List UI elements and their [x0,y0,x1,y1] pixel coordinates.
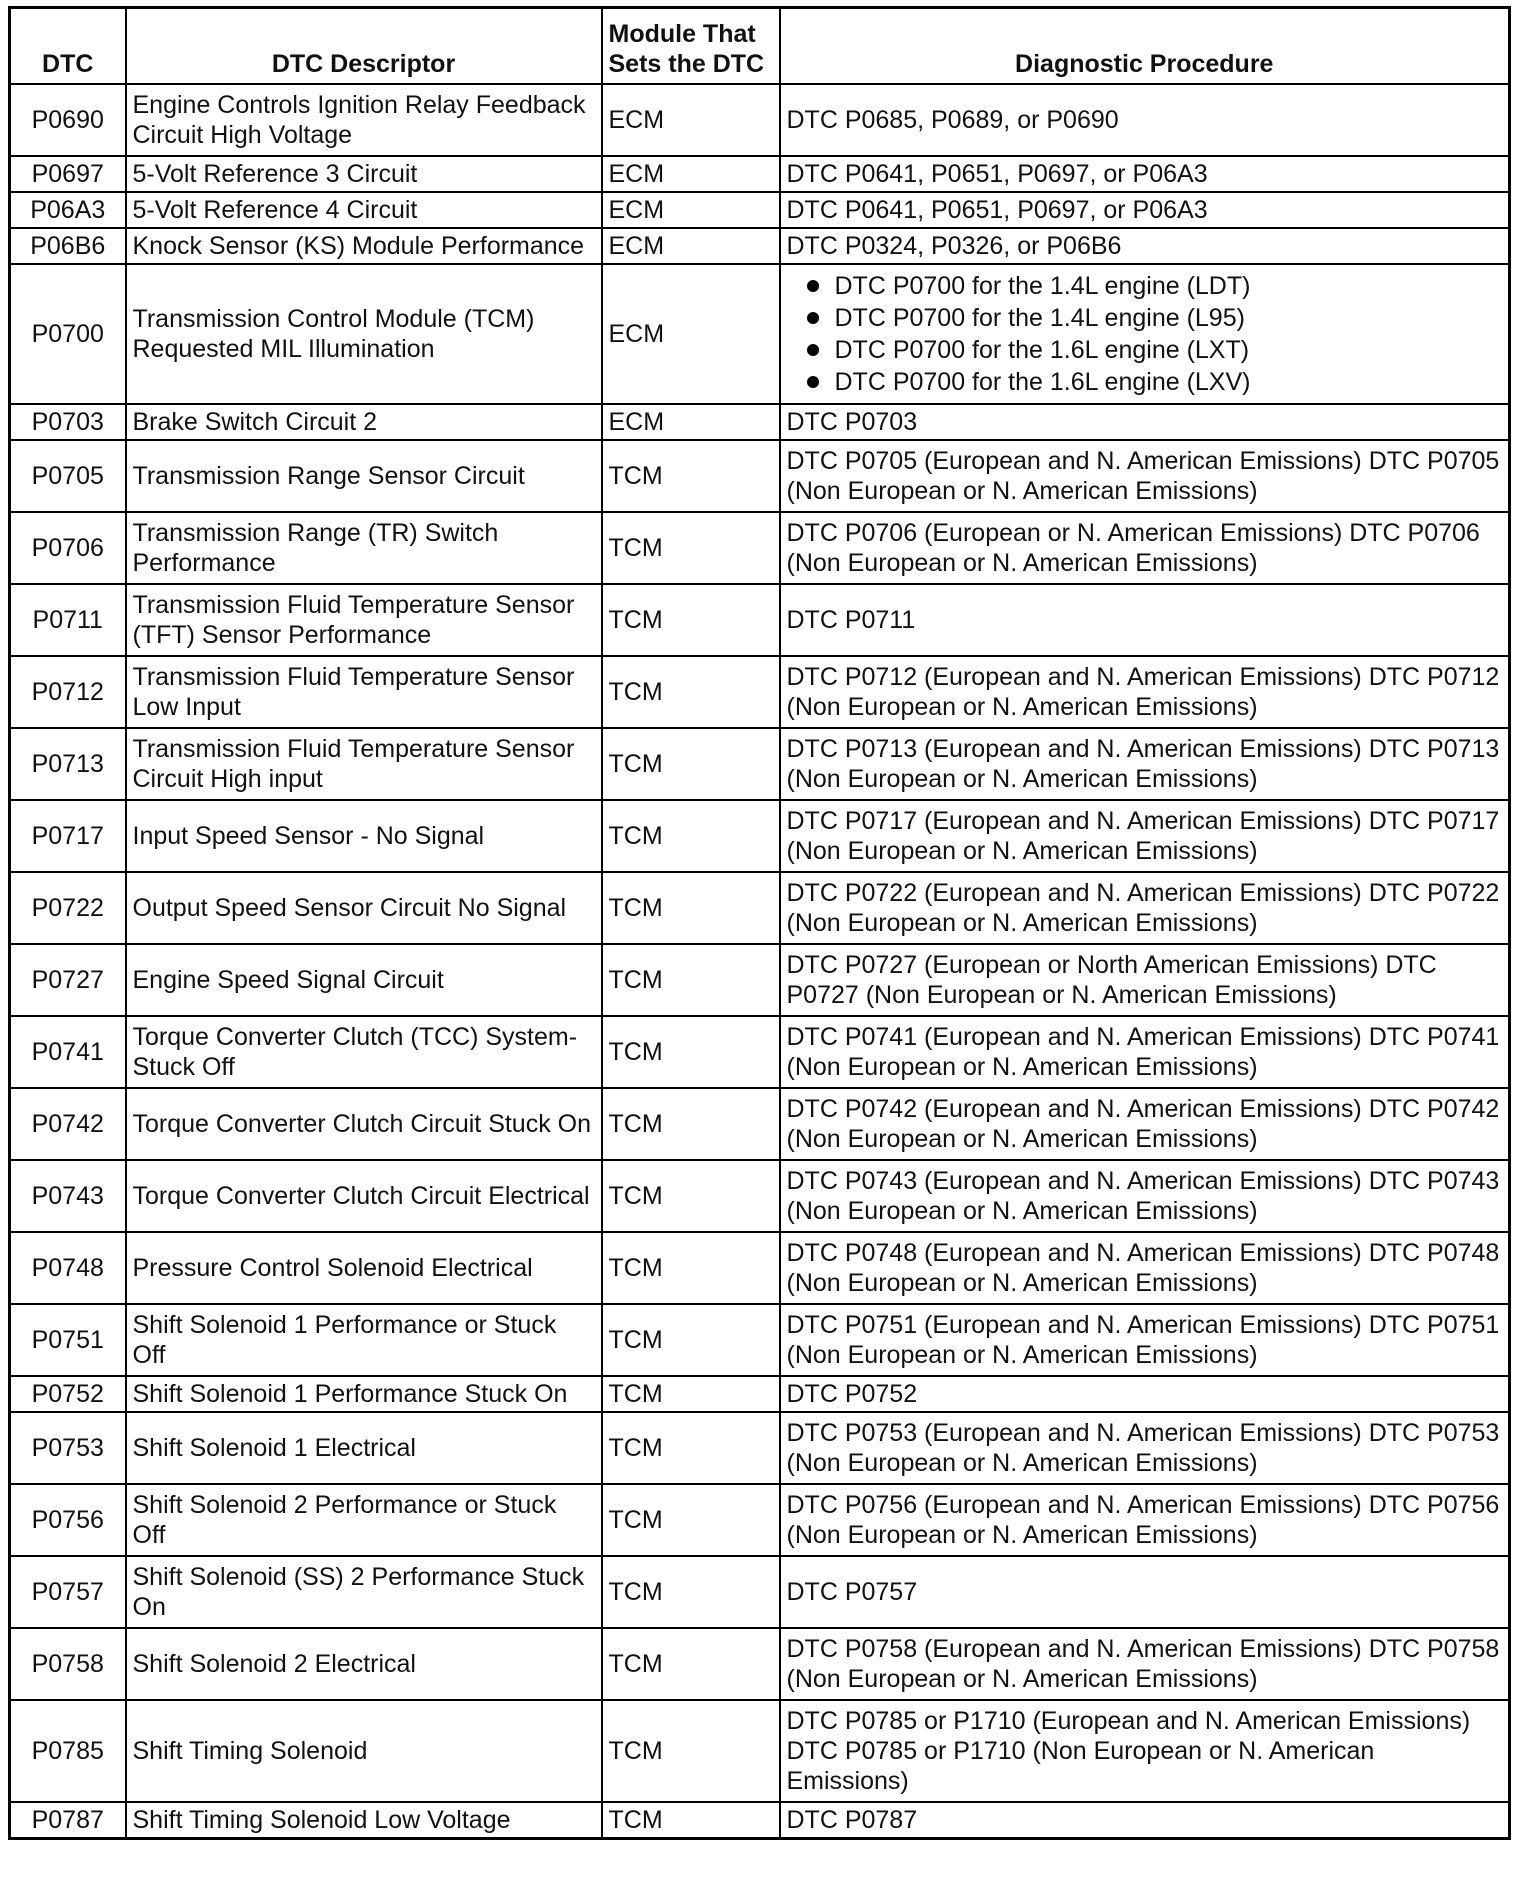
table-row [10,1556,1510,1628]
header-module: Module That Sets the DTC [602,8,780,85]
module-cell: TCM [602,1628,780,1700]
table-row [10,872,1510,944]
descriptor-cell: Transmission Range (TR) Switch Performance [126,512,602,584]
procedure-cell: DTC P0705 (European and N. American Emissions) DTC P0705 (Non European or N. American Emissions) [780,440,1510,512]
table-row [10,1700,1510,1802]
dtc-code-cell: P06B6 [10,228,126,264]
table-row [10,1304,1510,1376]
procedure-cell: DTC P0753 (European and N. American Emissions) DTC P0753 (Non European or N. American Emissions) [780,1412,1510,1484]
table-body [10,84,1510,1838]
descriptor-cell: Shift Solenoid 1 Performance or Stuck Off [126,1304,602,1376]
descriptor-cell: Shift Timing Solenoid [126,1700,602,1802]
dtc-code-cell: P0727 [10,944,126,1016]
procedure-list-item [807,334,1503,366]
module-cell: ECM [602,192,780,228]
dtc-code-cell: P0742 [10,1088,126,1160]
module-cell: TCM [602,1412,780,1484]
dtc-code-cell: P06A3 [10,192,126,228]
dtc-code-cell: P0712 [10,656,126,728]
descriptor-cell: 5-Volt Reference 4 Circuit [126,192,602,228]
table-row [10,728,1510,800]
procedure-cell: DTC P0712 (European and N. American Emissions) DTC P0712 (Non European or N. American Emissions) [780,656,1510,728]
descriptor-cell: Engine Controls Ignition Relay Feedback Circuit High Voltage [126,84,602,156]
descriptor-cell: Engine Speed Signal Circuit [126,944,602,1016]
procedure-cell: DTC P0706 (European or N. American Emissions) DTC P0706 (Non European or N. American Emissions) [780,512,1510,584]
module-cell: ECM [602,404,780,440]
table-header [10,8,1510,85]
dtc-code-cell: P0697 [10,156,126,192]
procedure-cell: DTC P0713 (European and N. American Emissions) DTC P0713 (Non European or N. American Emissions) [780,728,1510,800]
descriptor-cell: 5-Volt Reference 3 Circuit [126,156,602,192]
procedure-cell: DTC P0703 [780,404,1510,440]
table-row [10,84,1510,156]
descriptor-cell: Shift Solenoid 2 Electrical [126,1628,602,1700]
module-cell: TCM [602,440,780,512]
module-cell: TCM [602,1700,780,1802]
descriptor-cell: Transmission Fluid Temperature Sensor Low Input [126,656,602,728]
procedure-cell: DTC P0641, P0651, P0697, or P06A3 [780,192,1510,228]
descriptor-cell: Shift Solenoid (SS) 2 Performance Stuck On [126,1556,602,1628]
descriptor-cell: Output Speed Sensor Circuit No Signal [126,872,602,944]
module-cell: TCM [602,1304,780,1376]
dtc-code-cell: P0787 [10,1802,126,1838]
table-row [10,440,1510,512]
module-cell: TCM [602,1484,780,1556]
module-cell: TCM [602,584,780,656]
dtc-code-cell: P0748 [10,1232,126,1304]
descriptor-cell: Pressure Control Solenoid Electrical [126,1232,602,1304]
procedure-cell: DTC P0787 [780,1802,1510,1838]
procedure-cell: DTC P0748 (European and N. American Emissions) DTC P0748 (Non European or N. American Emissions) [780,1232,1510,1304]
module-cell: TCM [602,1802,780,1838]
table-row [10,1628,1510,1700]
procedure-cell: DTC P0752 [780,1376,1510,1412]
table-row [10,656,1510,728]
procedure-cell: DTC P0742 (European and N. American Emissions) DTC P0742 (Non European or N. American Emissions) [780,1088,1510,1160]
procedure-cell: DTC P0785 or P1710 (European and N. American Emissions) DTC P0785 or P1710 (Non European or N. American Emissions) [780,1700,1510,1802]
module-cell: TCM [602,1232,780,1304]
descriptor-cell: Shift Timing Solenoid Low Voltage [126,1802,602,1838]
module-cell: TCM [602,1088,780,1160]
descriptor-cell: Shift Solenoid 1 Electrical [126,1412,602,1484]
table-row [10,1484,1510,1556]
table-row [10,1160,1510,1232]
dtc-code-cell: P0713 [10,728,126,800]
module-cell: ECM [602,228,780,264]
descriptor-cell: Knock Sensor (KS) Module Performance [126,228,602,264]
procedure-list [787,270,1503,398]
procedure-list-item [807,302,1503,334]
procedure-cell: DTC P0751 (European and N. American Emissions) DTC P0751 (Non European or N. American Emissions) [780,1304,1510,1376]
dtc-code-cell: P0741 [10,1016,126,1088]
procedure-cell: DTC P0741 (European and N. American Emissions) DTC P0741 (Non European or N. American Emissions) [780,1016,1510,1088]
procedure-cell: DTC P0743 (European and N. American Emissions) DTC P0743 (Non European or N. American Emissions) [780,1160,1510,1232]
procedure-cell: DTC P0757 [780,1556,1510,1628]
dtc-code-cell: P0706 [10,512,126,584]
module-cell: TCM [602,944,780,1016]
table-row [10,1412,1510,1484]
table-row [10,1802,1510,1838]
dtc-code-cell: P0785 [10,1700,126,1802]
bullet-icon [807,280,819,292]
descriptor-cell: Transmission Fluid Temperature Sensor Circuit High input [126,728,602,800]
procedure-cell: DTC P0756 (European and N. American Emissions) DTC P0756 (Non European or N. American Emissions) [780,1484,1510,1556]
table-row [10,264,1510,404]
dtc-code-cell: P0758 [10,1628,126,1700]
bullet-icon [807,344,819,356]
procedure-list-text: DTC P0700 for the 1.6L engine (LXV) [834,368,1251,396]
table-row [10,1232,1510,1304]
descriptor-cell: Transmission Fluid Temperature Sensor (TFT) Sensor Performance [126,584,602,656]
procedure-cell: DTC P0324, P0326, or P06B6 [780,228,1510,264]
descriptor-cell: Shift Solenoid 2 Performance or Stuck Off [126,1484,602,1556]
procedure-list-item [807,270,1503,302]
table-row [10,584,1510,656]
module-cell: TCM [602,800,780,872]
procedure-cell: DTC P0711 [780,584,1510,656]
module-cell: TCM [602,1016,780,1088]
module-cell: TCM [602,512,780,584]
module-cell: ECM [602,264,780,404]
procedure-cell: DTC P0758 (European and N. American Emissions) DTC P0758 (Non European or N. American Emissions) [780,1628,1510,1700]
dtc-table [8,6,1511,1840]
table-row [10,228,1510,264]
procedure-list-text: DTC P0700 for the 1.4L engine (L95) [834,304,1245,332]
table-row [10,1016,1510,1088]
procedure-cell: DTC P0717 (European and N. American Emissions) DTC P0717 (Non European or N. American Emissions) [780,800,1510,872]
descriptor-cell: Torque Converter Clutch Circuit Electrical [126,1160,602,1232]
dtc-code-cell: P0711 [10,584,126,656]
descriptor-cell: Transmission Control Module (TCM) Requested MIL Illumination [126,264,602,404]
table-row [10,1088,1510,1160]
dtc-code-cell: P0753 [10,1412,126,1484]
table-row [10,404,1510,440]
module-cell: TCM [602,1556,780,1628]
procedure-cell: DTC P0685, P0689, or P0690 [780,84,1510,156]
dtc-code-cell: P0705 [10,440,126,512]
table-row [10,512,1510,584]
module-cell: ECM [602,156,780,192]
procedure-cell: DTC P0641, P0651, P0697, or P06A3 [780,156,1510,192]
module-cell: TCM [602,728,780,800]
descriptor-cell: Torque Converter Clutch (TCC) System-Stuck Off [126,1016,602,1088]
table-row [10,944,1510,1016]
procedure-list-text: DTC P0700 for the 1.6L engine (LXT) [834,336,1250,364]
header-descriptor: DTC Descriptor [126,8,602,85]
descriptor-cell: Brake Switch Circuit 2 [126,404,602,440]
bullet-icon [807,312,819,324]
dtc-code-cell: P0717 [10,800,126,872]
bullet-icon [807,376,819,388]
module-cell: TCM [602,1160,780,1232]
table-row [10,156,1510,192]
procedure-cell: DTC P0722 (European and N. American Emissions) DTC P0722 (Non European or N. American Emissions) [780,872,1510,944]
module-cell: TCM [602,872,780,944]
descriptor-cell: Input Speed Sensor - No Signal [126,800,602,872]
dtc-code-cell: P0751 [10,1304,126,1376]
header-row [10,8,1510,85]
procedure-cell: DTC P0727 (European or North American Emissions) DTC P0727 (Non European or N. American Emissions) [780,944,1510,1016]
dtc-code-cell: P0703 [10,404,126,440]
table-row [10,192,1510,228]
module-cell: TCM [602,656,780,728]
procedure-list-item [807,366,1503,398]
dtc-code-cell: P0743 [10,1160,126,1232]
table-row [10,800,1510,872]
descriptor-cell: Shift Solenoid 1 Performance Stuck On [126,1376,602,1412]
dtc-code-cell: P0722 [10,872,126,944]
procedure-cell [780,264,1510,404]
dtc-code-cell: P0752 [10,1376,126,1412]
descriptor-cell: Transmission Range Sensor Circuit [126,440,602,512]
procedure-list-text: DTC P0700 for the 1.4L engine (LDT) [834,272,1251,300]
module-cell: TCM [602,1376,780,1412]
dtc-code-cell: P0700 [10,264,126,404]
dtc-code-cell: P0757 [10,1556,126,1628]
header-procedure: Diagnostic Procedure [780,8,1510,85]
dtc-code-cell: P0756 [10,1484,126,1556]
descriptor-cell: Torque Converter Clutch Circuit Stuck On [126,1088,602,1160]
table-row [10,1376,1510,1412]
header-dtc: DTC [10,8,126,85]
module-cell: ECM [602,84,780,156]
dtc-code-cell: P0690 [10,84,126,156]
